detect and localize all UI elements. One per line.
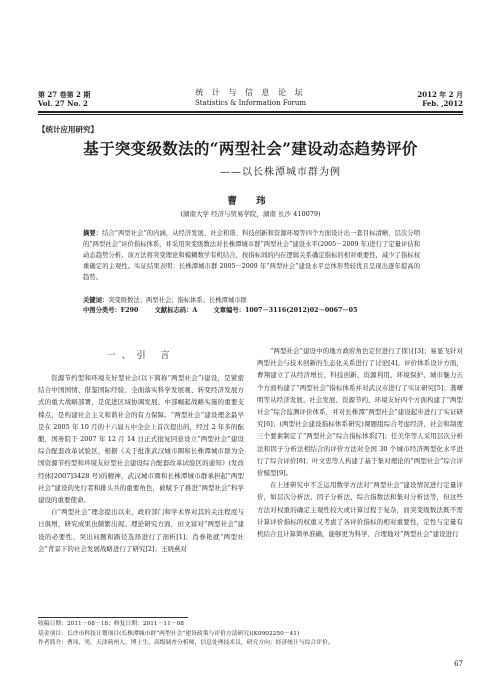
paragraph: 在上述研究中不乏运用数学方法对“两型社会”建设情况进行定量评价，如层次分析法、因子分析法、综合指数法和集对分析法等，但这些方法对权重的确定主观性较大或计算过程于复杂，而突变级数法既不需计算评价指标的权重又考虑了各评价指标的相对重要性，定性与定量有机结合且计算简单准确，能够更为科学、合理地对“两型社会”建设进行	[257, 481, 463, 539]
paragraph: 自“两型社会”理念提出以来，政府部门和学术界对其的关注程度与日俱增，研究成果也颇繁出现。理论研究方面，田文富对“两型社会”建设的必要性、突出问题和路径选择进行了剖析[1]；肖眷艳就“两型社会”背景下的社会发展战略进行了研究[2]；王晓燕对	[38, 508, 244, 553]
abstract-label: 摘要：	[83, 230, 103, 237]
left-column	[38, 372, 244, 555]
received-date: 收稿日期：2011－08－18；修复日期：2011－11－08	[38, 621, 184, 627]
paragraph: 资源节约型和环境友好型社会(以下简称“两型社会”)建设，是紧密结合中国国情、借鉴国际经验、全面落实科学发展观、转变经济发展方式的重大战略部署，是促进区域协调发展、中部崛起战略实施的重要支撑点，是构建社会主义和谐社会的有力保障。“两型社会”建设理念最早是在 2005 年 10 月的十六届五中全会上首次提出的，经过 2 年多的酝酿，国务院于 2007 年 12 月 14 日正式批复同意设立“两型社会”建设综合配套改革试验区，根据《关于批准武汉城市圈和长株潭城市群为全国资源节约型和环境友好型社会建设综合配套改革试验区的通知》(发改经体[2007]3428 号)的精神，武汉城市圈和长株潭城市群承担起“两型社会”建设的先行者和排头兵的重要角色，被赋予了推进“两型社会”科学建设的重要使命。	[38, 374, 244, 505]
right-column	[257, 345, 463, 540]
class-code: 中图分类号：F290	[83, 307, 139, 314]
section-tag: 【统计应用研究】	[38, 125, 98, 134]
fund-info: 基金项目：长沙市科技计划项目(长株潭城市群“两型社会”建设政策与评价方法研究)(K0902250－41)	[38, 630, 300, 637]
volume-en: Vol. 27 No. 2	[38, 99, 88, 108]
journal-name-cn: 统 计 与 信 息 论 坛	[195, 88, 306, 97]
paper-title: 基于突变级数法的“两型社会”建设动态趋势评价	[83, 139, 418, 158]
section-heading-intro: 一、引 言	[106, 351, 176, 361]
paragraph: “两型社会”建设中的地方政府角色定位进行了探讨[3]；易显飞针对两型社会与技术创新的生态化关系进行了讨论[4]。评价体系设计方面，曹翔建立了从经济增长、科技创新、资源利用、环境保护、城市魅力五个方面构建了“两型社会”指标体系并对武汉市进行了实证研究[5]；龚曙明等从经济发展、社会发展、资源节约、环境友好四个方面构建了“两型社会”综合监测评价体系，并对长株潭“两型社会”建设起步进行了实证研究[6]；(两型社会建设指标体系研究)课题组综合考虑经济、社会和制度三个要素制定了“两型社会”综合指标体系[7]；任美华等人采用层次分析法和因子分析法相结合的评价方法对全国 30 个城市经济两型化水平进行了综合评价[8]；叶文忠等人构建了基于集对理论的“两型社会”综合评价模型[9]。	[257, 347, 463, 478]
classification-line	[83, 306, 420, 316]
journal-date	[417, 90, 463, 108]
header-rule	[38, 111, 463, 113]
volume-cn: 第 27 卷第 2 期	[38, 90, 91, 99]
header-rule-thin	[38, 114, 463, 115]
author-affiliation: (湖南大学 经济与贸易学院，湖南 长沙 410079)	[180, 210, 321, 218]
abstract	[83, 228, 420, 283]
abstract-text: 结合“两型社会”的内涵，从经济发展、社会和谐、科技创新和资源环境等四个方面设计出一套目标清晰、层次分明的“两型社会”评价指标体系，并采用突变级数法对长株潭城市群“两型社会”建设水平(2005－2009 年)进行了定量评估和动态趋势分析。该方法将突变理论和模糊数学有机结合，按指标间的内在逻辑关系确定指标的相对重要性，减少了指标权重确定的主观性。实证结果表明：长株潭城市群 2005－2009 年“两型社会”建设水平总体形势较优且呈现出逐年提高的趋势。	[83, 230, 420, 281]
page-number: 67	[454, 660, 463, 668]
journal-name-en: Statistics & Information Forum	[194, 99, 307, 107]
doc-code: 文献标志码：A	[154, 307, 198, 314]
keywords-text: 突变级数法；两型社会；指标体系；长株潭城市群	[108, 297, 247, 304]
paper-subtitle: ——以长株潭城市群为例	[220, 167, 341, 178]
footnote-rule	[38, 617, 188, 618]
keywords	[83, 296, 420, 306]
author-bio: 作者简介：曹玮，男，天津蓟州人，博士生，高级调查分析师，信息处理技术员，研究方向：经济统计与综合评价。	[38, 640, 334, 646]
date-en: Feb. ,2012	[422, 99, 463, 108]
keywords-label: 关键词：	[83, 297, 109, 304]
footnotes	[38, 620, 463, 649]
date-cn: 2012 年 2 月	[417, 90, 463, 99]
article-id: 文章编号：1007－3116(2012)02－0067－05	[213, 307, 358, 314]
author-name: 曹 玮	[227, 196, 274, 207]
